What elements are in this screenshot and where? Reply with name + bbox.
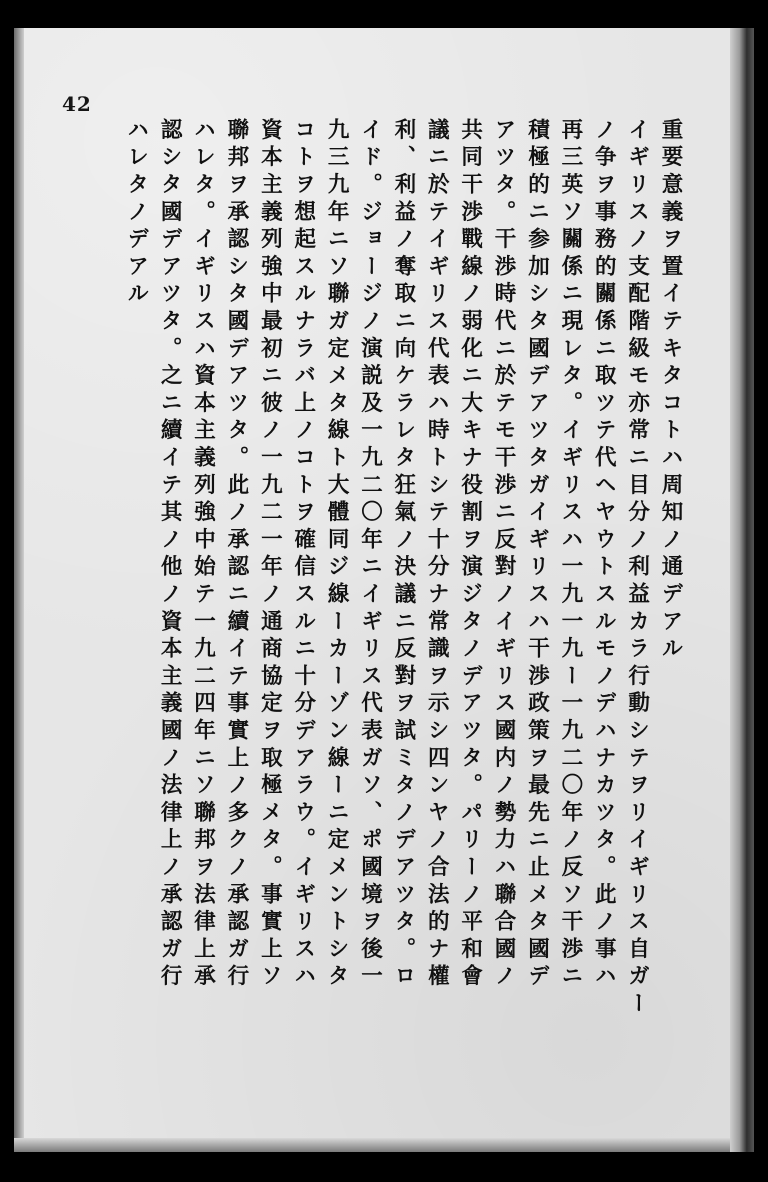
text-column: 議ニ於テイギリス代表ハ時トシテ十分ナ常識ヲ示シ四ンヤノ合法的ナ權	[424, 118, 450, 992]
text-column: 利、利益ノ奪取ニ向ケラレタ狂氣ノ決議ニ反對ヲ試ミタノデアツタ。ロ	[390, 118, 416, 992]
text-column: 認シタ國デアツタ。之ニ續イテ其ノ他ノ資本主義國ノ法律上ノ承認ガ行	[157, 118, 183, 992]
text-column: 聯邦ヲ承認シタ國デアツタ。此ノ承認ニ續イテ事實上ノ多クノ承認ガ行	[223, 118, 249, 992]
text-column: 九三九年ニソ聯ガ定メタ線ト大體同ジ線ーカーゾン線ーニ定メントシタ	[324, 118, 350, 992]
page-bottom-edge	[14, 1138, 730, 1152]
vertical-text-body	[58, 118, 686, 1118]
text-column: ハレタノデアル	[123, 118, 149, 310]
text-column: 再三英ソ關係ニ現レタ。イギリスハ一九一九ー一九二〇年ノ反ソ干渉ニ	[557, 118, 583, 992]
text-column: ノ争ヲ事務的關係ニ取ツテ代ヘヤウトスルモノデハナカツタ。此ノ事ハ	[591, 118, 617, 992]
text-column: 積極的ニ参加シタ國デアツタガイギリスハ干渉政策ヲ最先ニ止メタ國デ	[524, 118, 550, 992]
page-number: 42	[62, 92, 92, 116]
text-column: 共同干渉戰線ノ弱化ニ大キナ役割ヲ演ジタノデアツタ。パリーノ平和會	[457, 118, 483, 992]
text-column: ハレタ。イギリスハ資本主義列強中始テ一九二四年ニソ聯邦ヲ法律上承	[190, 118, 216, 992]
page-left-edge	[14, 28, 24, 1152]
text-column: イド。ジョージノ演説及一九二〇年ニイギリス代表ガソ、ポ國境ヲ後一	[357, 118, 383, 992]
text-column: イギリスノ支配階級モ亦常ニ目分ノ利益カラ行動シテヲリイギリス自ガー	[624, 118, 650, 1019]
text-column: アツタ。干渉時代ニ於テモ干渉ニ反對ノイギリス國内ノ勢力ハ聯合國ノ	[491, 118, 517, 992]
page-right-edge	[730, 28, 754, 1152]
text-column: 重要意義ヲ置イテキタコトハ周知ノ通デアル	[658, 118, 683, 664]
text-column: 資本主義列強中最初ニ彼ノ一九二一年ノ通商協定ヲ取極メタ。事實上ソ	[257, 118, 283, 992]
text-column: コトヲ想起スルナラバ上ノコトヲ確信スルニ十分デアラウ。イギリスハ	[290, 118, 316, 992]
